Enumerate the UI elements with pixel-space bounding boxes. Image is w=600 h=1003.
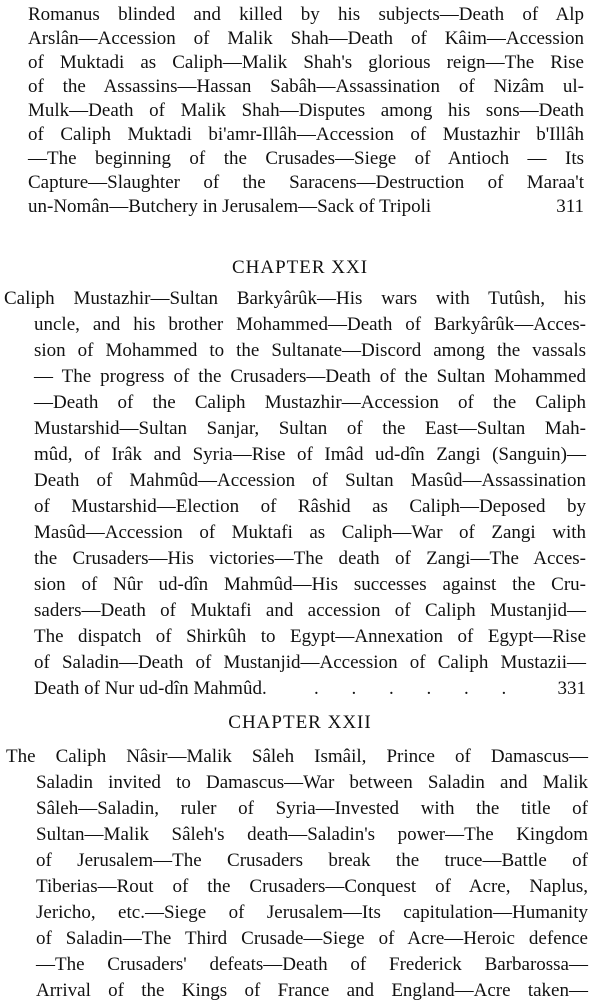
summary-line: Capture—Slaughter of the Saracens—Destruction of Maraa't [28, 172, 584, 193]
summary-line: Jericho, etc.—Siege of Jerusalem—Its capitulation—Humanity [36, 902, 588, 923]
summary-line: of Saladin—The Third Crusade—Siege of Acre—Heroic defence [36, 928, 588, 949]
summary-line: Tiberias—Rout of the Crusaders—Conquest of Acre, Naplus, [36, 876, 588, 897]
summary-line: of Mustarshid—Election of Râshid as Caliph—Deposed by [34, 496, 586, 517]
summary-line: sion of Nûr ud-dîn Mahmûd—His successes against the Cru- [34, 574, 586, 595]
summary-line: saders—Death of Muktafi and accession of Caliph Mustanjid— [34, 600, 586, 621]
summary-line: Saladin invited to Damascus—War between Saladin and Malik [36, 772, 588, 793]
summary-last-line [28, 195, 584, 219]
chapter-heading: CHAPTER XXII [228, 712, 372, 733]
summary-line: Mustarshid—Sultan Sanjar, Sultan of the East—Sultan Mah- [34, 418, 586, 439]
summary-line: Arslân—Accession of Malik Shah—Death of Kâim—Accession [28, 28, 584, 49]
summary-line: the Crusaders—His victories—The death of Zangi—The Acces- [34, 548, 586, 569]
summary-line: uncle, and his brother Mohammed—Death of Barkyârûk—Acces- [34, 314, 586, 335]
page-number: 331 [557, 678, 586, 699]
summary-last-line [34, 677, 586, 701]
summary-line: of Jerusalem—The Crusaders break the truce—Battle of [36, 850, 588, 871]
summary-line-text: un-Nomân—Butchery in Jerusalem—Sack of Tripoli [28, 196, 432, 217]
summary-line: Arrival of the Kings of France and England—Acre taken— [36, 980, 588, 1001]
summary-line: Masûd—Accession of Muktafi as Caliph—War of Zangi with [34, 522, 586, 543]
page-number: 311 [556, 196, 584, 217]
summary-line: Death of Mahmûd—Accession of Sultan Masûd—Assassination [34, 470, 586, 491]
summary-line: Sâleh—Saladin, ruler of Syria—Invested with the title of [36, 798, 588, 819]
summary-line-text: Death of Nur ud-dîn Mahmûd. [34, 678, 267, 699]
chapter-heading: CHAPTER XXI [231, 257, 369, 278]
summary-line: sion of Mohammed to the Sultanate—Discord among the vassals [34, 340, 586, 361]
summary-line: mûd, of Irâk and Syria—Rise of Imâd ud-dîn Zangi (Sanguin)— [34, 444, 586, 465]
summary-line: Romanus blinded and killed by his subjects—Death of Alp [28, 4, 584, 25]
summary-line: — The progress of the Crusaders—Death of the Sultan Mohammed [34, 366, 586, 387]
summary-line: —The beginning of the Crusades—Siege of Antioch — Its [28, 148, 584, 169]
leader-dots: . . . . . . [313, 678, 521, 699]
summary-line: The dispatch of Shirkûh to Egypt—Annexation of Egypt—Rise [34, 626, 586, 647]
summary-line: of Muktadi as Caliph—Malik Shah's glorious reign—The Rise [28, 52, 584, 73]
summary-line: Mulk—Death of Malik Shah—Disputes among his sons—Death [28, 100, 584, 121]
summary-line: of Caliph Muktadi bi'amr-Illâh—Accession of Mustazhir b'Illâh [28, 124, 584, 145]
summary-line: Sultan—Malik Sâleh's death—Saladin's power—The Kingdom [36, 824, 588, 845]
summary-line: Caliph Mustazhir—Sultan Barkyârûk—His wars with Tutûsh, his [4, 288, 586, 309]
summary-line: The Caliph Nâsir—Malik Sâleh Ismâil, Prince of Damascus— [6, 746, 588, 767]
summary-line: —Death of the Caliph Mustazhir—Accession of the Caliph [34, 392, 586, 413]
summary-line: of the Assassins—Hassan Sabâh—Assassination of Nizâm ul- [28, 76, 584, 97]
summary-line: of Saladin—Death of Mustanjid—Accession of Caliph Mustazii— [34, 652, 586, 673]
summary-line: —The Crusaders' defeats—Death of Frederick Barbarossa— [36, 954, 588, 975]
